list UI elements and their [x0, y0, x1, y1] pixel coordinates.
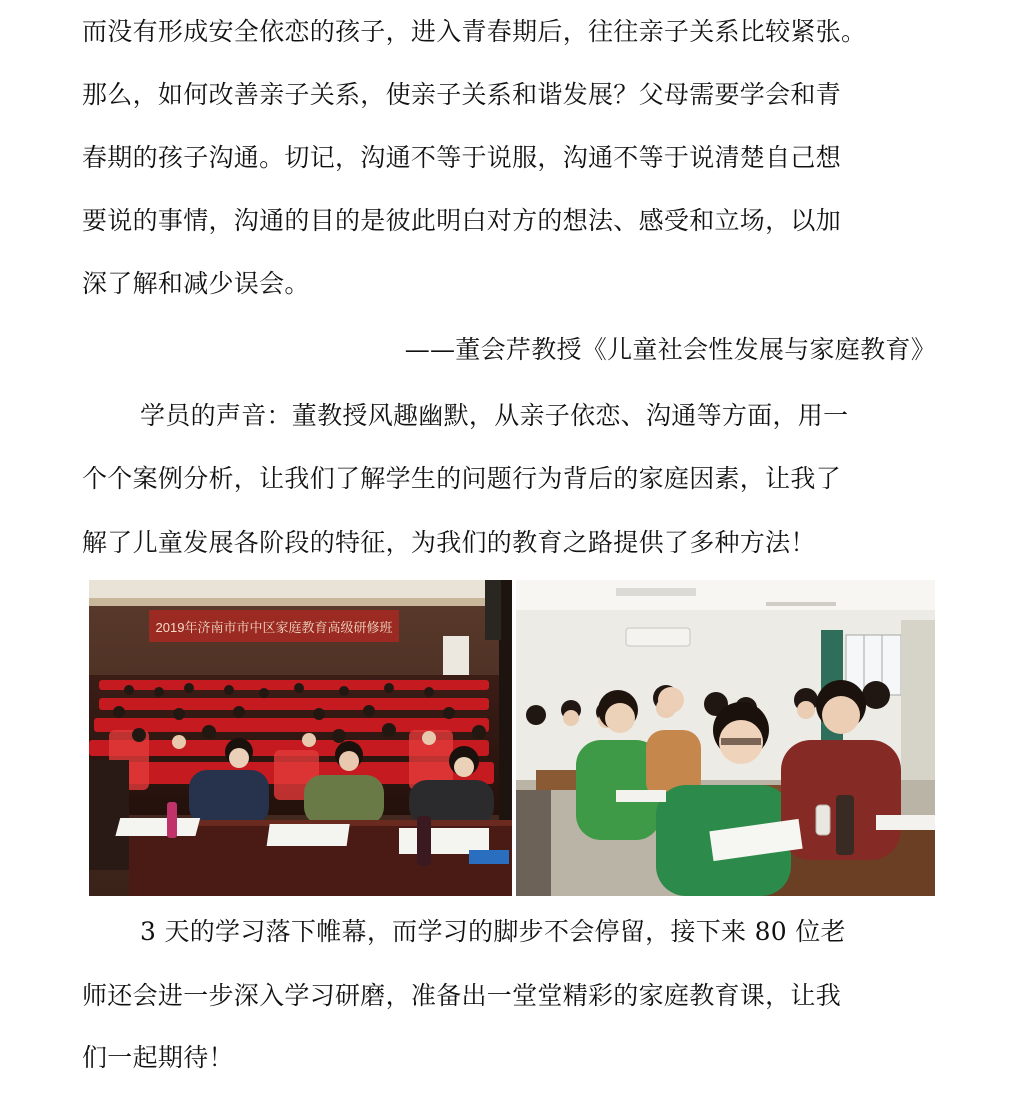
paragraph-3-line-1: 3 天的学习落下帷幕，而学习的脚步不会停留，接下来 80 位老 [140, 917, 846, 946]
paragraph-3-line-2: 师还会进一步深入学习研磨，准备出一堂堂精彩的家庭教育课，让我 [82, 981, 842, 1010]
classroom-photo [516, 580, 935, 896]
lecture-hall-illustration [89, 580, 512, 896]
paragraph-1-line-2: 那么，如何改善亲子关系，使亲子关系和谐发展？父母需要学会和青 [82, 80, 842, 109]
paragraph-2-line-1: 学员的声音：董教授风趣幽默，从亲子依恋、沟通等方面，用一 [140, 401, 849, 430]
paragraph-1-line-4: 要说的事情，沟通的目的是彼此明白对方的想法、感受和立场，以加 [82, 206, 842, 235]
paragraph-1-line-3: 春期的孩子沟通。切记，沟通不等于说服，沟通不等于说清楚自己想 [82, 143, 842, 172]
paragraph-2-line-3: 解了儿童发展各阶段的特征，为我们的教育之路提供了多种方法！ [82, 528, 816, 557]
banner-text: 2019年济南市市中区家庭教育高级研修班 [155, 620, 393, 635]
paragraph-1-line-5: 深了解和减少误会。 [82, 269, 310, 298]
paragraph-1-line-1: 而没有形成安全依恋的孩子，进入青春期后，往往亲子关系比较紧张。 [82, 17, 867, 46]
paragraph-3-line-3: 们一起期待！ [82, 1043, 234, 1072]
quote-attribution: ——董会芹教授《儿童社会性发展与家庭教育》 [404, 335, 936, 364]
lecture-hall-photo [89, 580, 512, 896]
classroom-illustration [516, 580, 935, 896]
paragraph-2-line-2: 个个案例分析，让我们了解学生的问题行为背后的家庭因素，让我了 [82, 464, 842, 493]
